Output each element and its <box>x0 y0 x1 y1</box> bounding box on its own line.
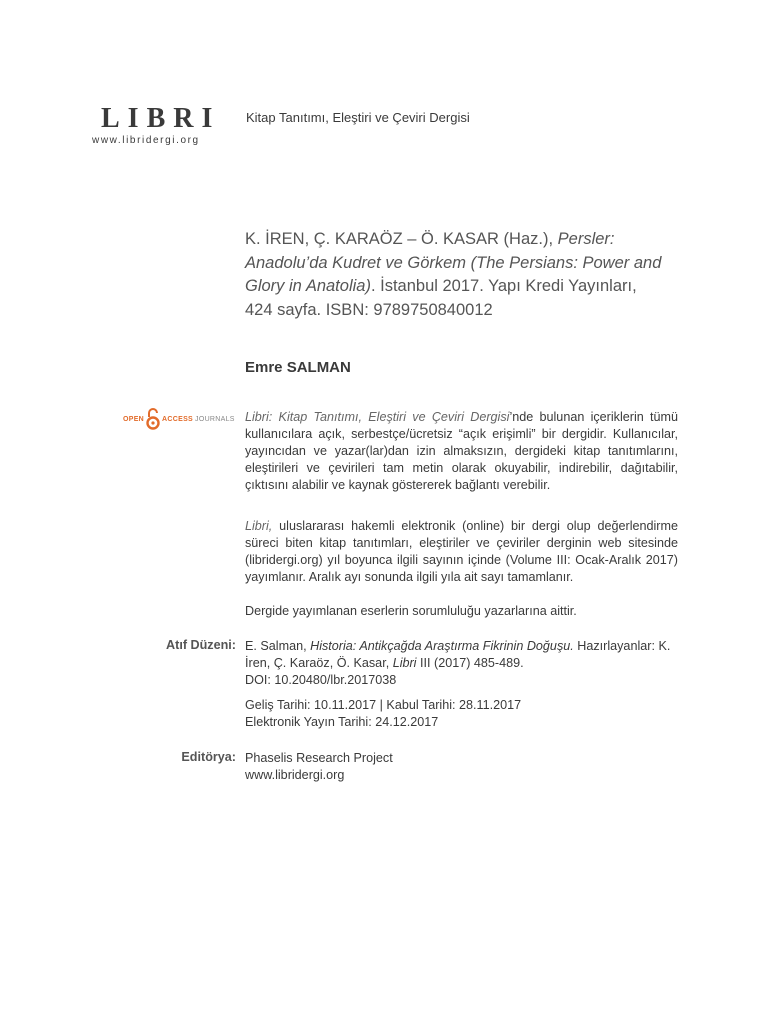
libri-logo <box>92 103 221 146</box>
citation-author: E. Salman, <box>245 639 311 653</box>
submission-dates: Geliş Tarihi: 10.11.2017 | Kabul Tarihi: 28.11.2017 <box>245 698 522 712</box>
notice-p2-text: uluslararası hakemli elektronik (online) bir dergi olup değerlendirme süreci biten kitap tanıtımları, eleştiriler ve çeviriler derginin web sitesinde (libridergi.org) yıl boyunca ilgili sayının içinde (Volume III: Ocak-Aralık 2017) yayımlanır. Aralık ayı sonunda ilgili yıla ait sayı tamamlanır. <box>245 519 678 584</box>
book-authors: K. İREN, Ç. KARAÖZ – Ö. KASAR (Haz.), <box>245 230 558 248</box>
citation-volume: III (2017) 485-489. <box>416 656 524 670</box>
book-title: Persler: Anadolu’da Kudret ve Görkem (The Persians: Power and Glory in Anatolia) <box>245 230 662 295</box>
citation-doi: DOI: 10.20480/lbr.2017038 <box>245 673 397 687</box>
editor-name: Phaselis Research Project <box>245 751 393 765</box>
logo-wordmark: LIBRI <box>101 103 221 134</box>
citation-journal: Libri <box>392 656 417 670</box>
citation-title: Historia: Antikçağda Araştırma Fikrinin Doğuşu. <box>310 639 574 653</box>
oa-access-text: ACCESS <box>162 415 194 423</box>
citation-editors: Hazırlayanlar: K. İren, Ç. Karaöz, Ö. Kasar, <box>245 639 671 670</box>
book-reference <box>245 228 665 322</box>
logo-url: www.libridergi.org <box>92 135 200 146</box>
publication-date: Elektronik Yayın Tarihi: 24.12.2017 <box>245 715 439 729</box>
book-publication: . İstanbul 2017. Yapı Kredi Yayınları, 424 sayfa. ISBN: 9789750840012 <box>245 277 637 319</box>
notice-p1-text: ’nde bulunan içeriklerin tümü kullanıcılara açık, serbestçe/ücretsiz “açık erişimli” bir dergidir. Kullanıcılar, yayıncıdan ve yazar(lar)dan izin almaksızın, dergideki kitap tanıtımlarını, eleştirileri ve çevirileri tam metin olarak okuyabilir, indirebilir, dağıtabilir, çıktısını alabilir ve kaynak göstererek bağlantı verebilir. <box>245 410 678 492</box>
notice-paragraph-3: Dergide yayımlanan eserlerin sorumluluğu yazarlarına aittir. <box>245 604 577 618</box>
notice-paragraph-2 <box>245 518 678 586</box>
editor-url[interactable]: www.libridergi.org <box>245 768 345 782</box>
journal-name: Kitap Tanıtımı, Eleştiri ve Çeviri Dergisi <box>246 110 470 125</box>
open-access-lock-icon <box>146 408 160 430</box>
oa-journals-text: JOURNALS <box>195 415 235 423</box>
citation-text <box>245 638 678 689</box>
oa-open-text: OPEN <box>123 415 145 423</box>
date-info <box>245 697 678 731</box>
citation-label: Atıf Düzeni: <box>166 638 236 652</box>
journal-name-italic: Libri: Kitap Tanıtımı, Eleştiri ve Çeviri Dergisi <box>245 410 510 424</box>
open-access-logo <box>123 406 235 432</box>
libri-italic: Libri, <box>245 519 273 533</box>
reviewer-name: Emre SALMAN <box>245 359 351 376</box>
notice-paragraph-1 <box>245 409 678 494</box>
editor-label: Editörya: <box>181 750 236 764</box>
editor-info <box>245 750 678 784</box>
